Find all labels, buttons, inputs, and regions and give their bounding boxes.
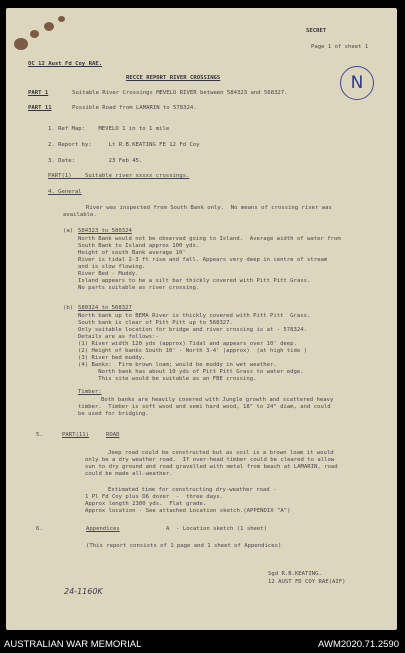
section-b-line: South bank is clear of Pitt Pitt up to 568327. [78,320,233,326]
estimate-line: Estimated time for constructing dry-weather road - [108,487,277,493]
road-line: sun to dry ground and road gravelled with metal from beach at LAMARIN, road [85,464,338,470]
section-a-heading: 584323 to 580324 [78,228,132,234]
signature-unit: 12 AUST FD COY RAE(AIF) [268,579,346,585]
section-a-line: Height of south Bank average 10' [78,250,186,256]
timber-label: Timber: [78,389,102,395]
section-b-line: (1) River width 120 yds (approx) Tidal and appears over 10' deep. [78,341,297,347]
part1-label: PART 1 [28,90,49,96]
section-b-line: Only suitable location for bridge and river crossing is at - 578324. [78,327,308,333]
handwritten-circle-mark: N [340,66,374,100]
detail-date: 3. Date: 23 Feb 45. [48,158,143,164]
section-a-label: (a) [63,228,74,234]
timber-line: be used for bridging. [78,411,149,417]
road-line: could be made all-weather. [85,471,173,477]
section-b-line: (4) Banks: Firm brown loam; would be muddy in wet weather. [78,362,277,368]
section-b-line: (2) Height of banks South 10' - North 3-4' (approx) (at high tide ) [78,348,308,354]
section-b-heading: 580324 to 568327 [78,305,132,311]
stain-mark [30,30,39,38]
page-title: RECCE REPORT RIVER CROSSINGS [126,75,221,81]
timber-line: Both banks are heavily covered with Jungle growth and scattered heavy [101,397,334,403]
road-line: Jeep road could be constructed but as soil is a brown loam it would [108,450,334,456]
detail-ref-map: 1. Ref Map: MEVELO 1 in to 1 mile [48,126,170,132]
section-b-line: (3) River bed muddy. [78,355,146,361]
section-a-line: South Bank to Island approx 100 yds. [78,243,200,249]
classification: SECRET [306,28,327,34]
office-header: OC 12 Aust Fd Coy RAE. [28,61,103,67]
document-page [6,8,397,630]
stain-mark [58,16,65,22]
section-a-line: River is tidal 2-3 ft rise and fall. Appears very deep in centre of stream [78,257,328,263]
general-heading: 4. General [48,189,82,195]
section-b-line: North bank has about 10 yds of Pitt Pitt Grass to water edge. [78,369,304,375]
signature-name: Sgd R.B.KEATING. [268,571,322,577]
section-a-line: No parts suitable as river crossing. [78,285,200,291]
estimate-line: 1 Pl Fd Coy plus D6 dozer - three days. [85,494,224,500]
section-b-line: North bank up to BEMA River is thickly covered with Pitt Pitt Grass. [78,313,311,319]
general-text: River was inspected from South Bank only. No means of crossing river was [86,205,332,211]
section-5-label: PART(11) [62,432,89,438]
section-a-line: North Bank would not be observed going to Island. Average width of water from [78,236,341,242]
part1-text: Suitable River Crossings MEVELO RIVER between 584323 and 568327. [72,90,288,96]
section-b-line: This site would be suitable as an FBE crossing. [78,376,257,382]
page-number: Page 1 of sheet 1 [311,44,369,50]
handwritten-reference: 24-1160K [64,587,103,596]
section-a-line: River Bed - Muddy. [78,271,139,277]
section-a-line: Island appears to be a silt bar thickly covered with Pitt Pitt Grass. [78,278,311,284]
appendix-note: (This report consists of 1 page and 1 sheet of Appendices) [86,543,282,549]
section-5-number: 5. [36,432,43,438]
stain-mark [44,22,54,31]
footer-accession: AWM2020.71.2590 [318,639,399,650]
stain-mark [14,38,28,50]
estimate-line: Approx length 2300 yds. Flat grade. [85,501,207,507]
detail-report-by: 2. Report by: Lt R.B.KEATING FE 12 Fd Coy [48,142,200,148]
road-line: only be a dry weather road. If over-head timber could be cleared to allow [85,457,335,463]
section-6-heading: Appendices [86,526,120,532]
section-b-line: Details are as follows:- [78,334,159,340]
section-a-line: and is slow flowing. [78,264,146,270]
section-5-heading: ROAD [106,432,120,438]
general-text: available. [63,212,97,218]
timber-line: timber. Timber is soft wood and semi hard wood, 18" to 24" diam, and could [78,404,331,410]
appendix-item: A - Location sketch (1 sheet) [166,526,268,532]
estimate-line: Approx location - See attached Location sketch.(APPENDIX "A") [85,508,291,514]
part11-text: Possible Road from LAMARIN to 578324. [72,105,197,111]
section-6-number: 6. [36,526,43,532]
footer-source: AUSTRALIAN WAR MEMORIAL [4,639,142,650]
section-b-label: (b) [63,305,74,311]
part-i-heading: PART(1) Suitable river xxxxx crossings. [48,173,190,179]
part11-label: PART 11 [28,105,52,111]
